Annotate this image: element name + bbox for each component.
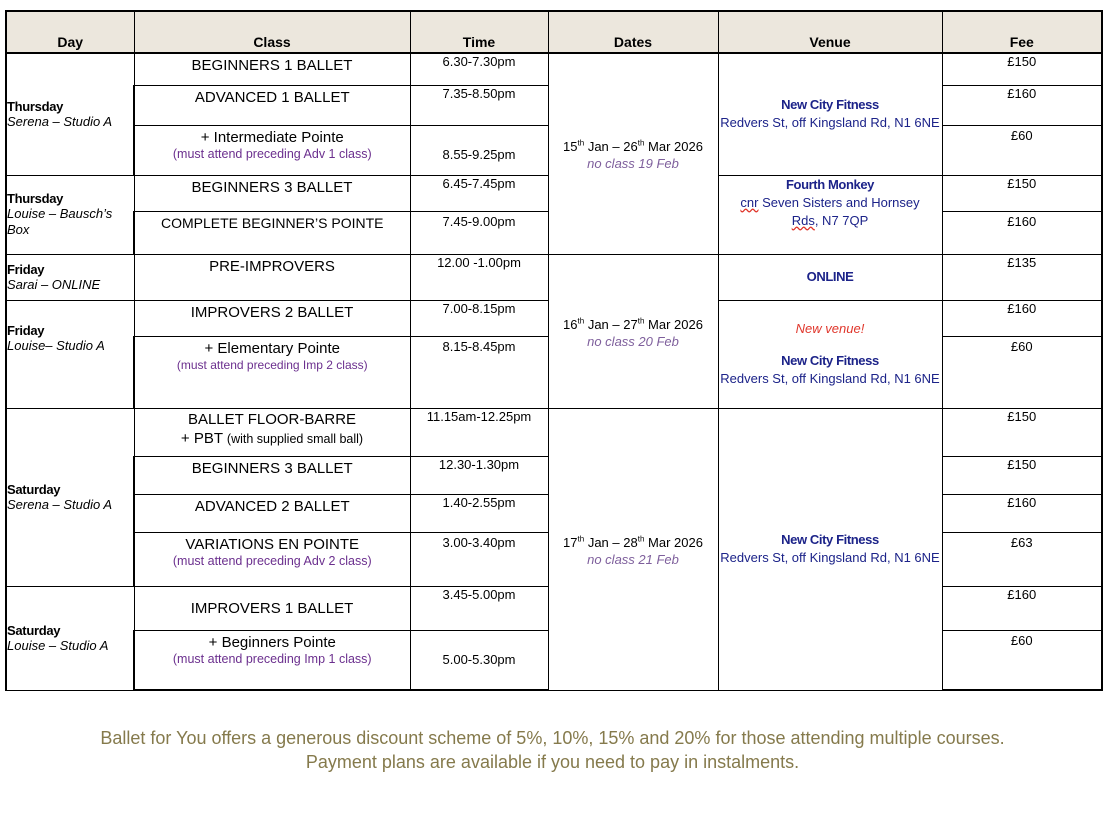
table-row	[6, 254, 1102, 300]
discount-footer	[0, 726, 1105, 774]
time-cell: 3.45-5.00pm	[410, 586, 548, 630]
class-cell	[134, 630, 410, 690]
time-cell: 12.30-1.30pm	[410, 456, 548, 494]
time-cell: 3.00-3.40pm	[410, 532, 548, 586]
day-cell	[6, 300, 134, 408]
venue-address: Redvers St, off Kingsland Rd, N1 6NE	[720, 371, 940, 386]
teacher-studio: Louise – Bausch’s Box	[7, 206, 113, 237]
time-cell: 7.45-9.00pm	[410, 211, 548, 254]
time-cell: 6.45-7.45pm	[410, 175, 548, 211]
class-name: COMPLETE BEGINNER’S POINTE	[161, 214, 384, 231]
class-name: BEGINNERS 3 BALLET	[191, 178, 353, 196]
day-cell	[6, 408, 134, 586]
venue-address: Redvers St, off Kingsland Rd, N1 6NE	[720, 115, 940, 131]
class-note: (must attend preceding Imp 2 class)	[176, 357, 368, 372]
class-name: IMPROVERS 1 BALLET	[190, 599, 354, 617]
teacher-studio: Louise– Studio A	[7, 337, 105, 353]
class-name: VARIATIONS EN POINTE	[185, 535, 360, 553]
time-cell: 12.00 -1.00pm	[410, 254, 548, 300]
class-cell	[134, 586, 410, 630]
time-cell: 8.55-9.25pm	[410, 125, 548, 175]
class-note: (must attend preceding Adv 2 class)	[172, 553, 372, 568]
timetable	[5, 10, 1103, 691]
header-dates: Dates	[548, 11, 718, 53]
footer-line-1: Ballet for You offers a generous discount scheme of 5%, 10%, 15% and 20% for those attending multiple courses.	[100, 728, 1005, 748]
dates-cell	[548, 254, 718, 408]
day-cell	[6, 175, 134, 254]
fee-cell: £160	[942, 85, 1102, 125]
class-cell	[134, 211, 410, 254]
no-class-note: no class 20 Feb	[587, 333, 679, 349]
class-cell	[134, 300, 410, 336]
day-name: Friday	[7, 322, 45, 338]
venue-cell	[718, 408, 942, 690]
venue-name: Fourth Monkey	[786, 176, 874, 192]
fee-cell: £60	[942, 336, 1102, 408]
venue-name: ONLINE	[806, 269, 854, 284]
class-cell	[134, 336, 410, 408]
header-fee: Fee	[942, 11, 1102, 53]
no-class-note: no class 21 Feb	[587, 551, 679, 567]
header-row	[6, 11, 1102, 53]
header-time: Time	[410, 11, 548, 53]
class-name: + Intermediate Pointe	[200, 128, 344, 146]
class-name: PRE-IMPROVERS	[209, 257, 335, 275]
table-row	[6, 53, 1102, 85]
venue-name: New City Fitness	[781, 97, 879, 113]
venue-cell	[718, 175, 942, 254]
day-name: Saturday	[7, 622, 61, 638]
time-cell: 7.00-8.15pm	[410, 300, 548, 336]
day-name: Thursday	[7, 191, 64, 206]
class-cell	[134, 494, 410, 532]
venue-address: cnr Seven Sisters and Hornsey Rds, N7 7QP	[740, 194, 920, 228]
class-cell	[134, 175, 410, 211]
fee-cell: £150	[942, 175, 1102, 211]
time-cell: 7.35-8.50pm	[410, 85, 548, 125]
class-cell	[134, 85, 410, 125]
fee-cell: £60	[942, 125, 1102, 175]
new-venue-note: New venue!	[795, 321, 865, 336]
fee-cell: £150	[942, 408, 1102, 456]
class-name: ADVANCED 1 BALLET	[194, 88, 350, 106]
fee-cell: £160	[942, 211, 1102, 254]
fee-cell: £60	[942, 630, 1102, 690]
fee-cell: £150	[942, 456, 1102, 494]
venue-cell	[718, 53, 942, 175]
teacher-studio: Serena – Studio A	[7, 113, 113, 129]
class-cell	[134, 125, 410, 175]
class-note: (must attend preceding Adv 1 class)	[172, 146, 372, 161]
fee-cell: £160	[942, 494, 1102, 532]
day-cell	[6, 254, 134, 300]
venue-name: New City Fitness	[781, 532, 879, 547]
venue-cell	[718, 300, 942, 408]
time-cell: 8.15-8.45pm	[410, 336, 548, 408]
day-cell	[6, 586, 134, 690]
footer-line-2: Payment plans are available if you need to pay in instalments.	[305, 752, 800, 772]
day-name: Thursday	[7, 98, 64, 114]
fee-cell: £135	[942, 254, 1102, 300]
class-cell	[134, 456, 410, 494]
fee-cell: £160	[942, 586, 1102, 630]
venue-cell	[718, 254, 942, 300]
class-name: BALLET FLOOR-BARRE	[187, 410, 357, 428]
header-day: Day	[6, 11, 134, 53]
class-cell	[134, 53, 410, 85]
dates-cell	[548, 53, 718, 254]
class-name: + Beginners Pointe	[208, 633, 336, 651]
day-cell	[6, 53, 134, 175]
fee-cell: £150	[942, 53, 1102, 85]
teacher-studio: Sarai – ONLINE	[7, 276, 101, 292]
date-range: 17th Jan – 28th Mar 2026	[563, 534, 703, 550]
class-name-2: + PBT (with supplied small ball)	[180, 429, 364, 447]
venue-name: New City Fitness	[781, 353, 879, 368]
class-cell	[134, 532, 410, 586]
class-note: (must attend preceding Imp 1 class)	[172, 651, 372, 666]
class-cell	[134, 254, 410, 300]
fee-cell: £63	[942, 532, 1102, 586]
date-range: 15th Jan – 26th Mar 2026	[563, 139, 703, 155]
header-class: Class	[134, 11, 410, 53]
dates-cell	[548, 408, 718, 690]
teacher-studio: Louise – Studio A	[7, 637, 109, 653]
venue-address: Redvers St, off Kingsland Rd, N1 6NE	[720, 550, 940, 565]
class-name: IMPROVERS 2 BALLET	[190, 303, 354, 321]
date-range: 16th Jan – 27th Mar 2026	[563, 316, 703, 332]
header-venue: Venue	[718, 11, 942, 53]
table-row	[6, 408, 1102, 456]
class-name: BEGINNERS 1 BALLET	[191, 57, 353, 74]
teacher-studio: Serena – Studio A	[7, 496, 113, 512]
time-cell: 5.00-5.30pm	[410, 630, 548, 690]
time-cell: 6.30-7.30pm	[410, 53, 548, 85]
day-name: Saturday	[7, 481, 61, 497]
class-name: ADVANCED 2 BALLET	[194, 497, 350, 515]
class-cell	[134, 408, 410, 456]
class-name: + Elementary Pointe	[204, 339, 340, 357]
class-name: BEGINNERS 3 BALLET	[191, 459, 353, 477]
fee-cell: £160	[942, 300, 1102, 336]
day-name: Friday	[7, 261, 45, 277]
no-class-note: no class 19 Feb	[587, 156, 679, 172]
time-cell: 1.40-2.55pm	[410, 494, 548, 532]
time-cell: 11.15am-12.25pm	[410, 408, 548, 456]
